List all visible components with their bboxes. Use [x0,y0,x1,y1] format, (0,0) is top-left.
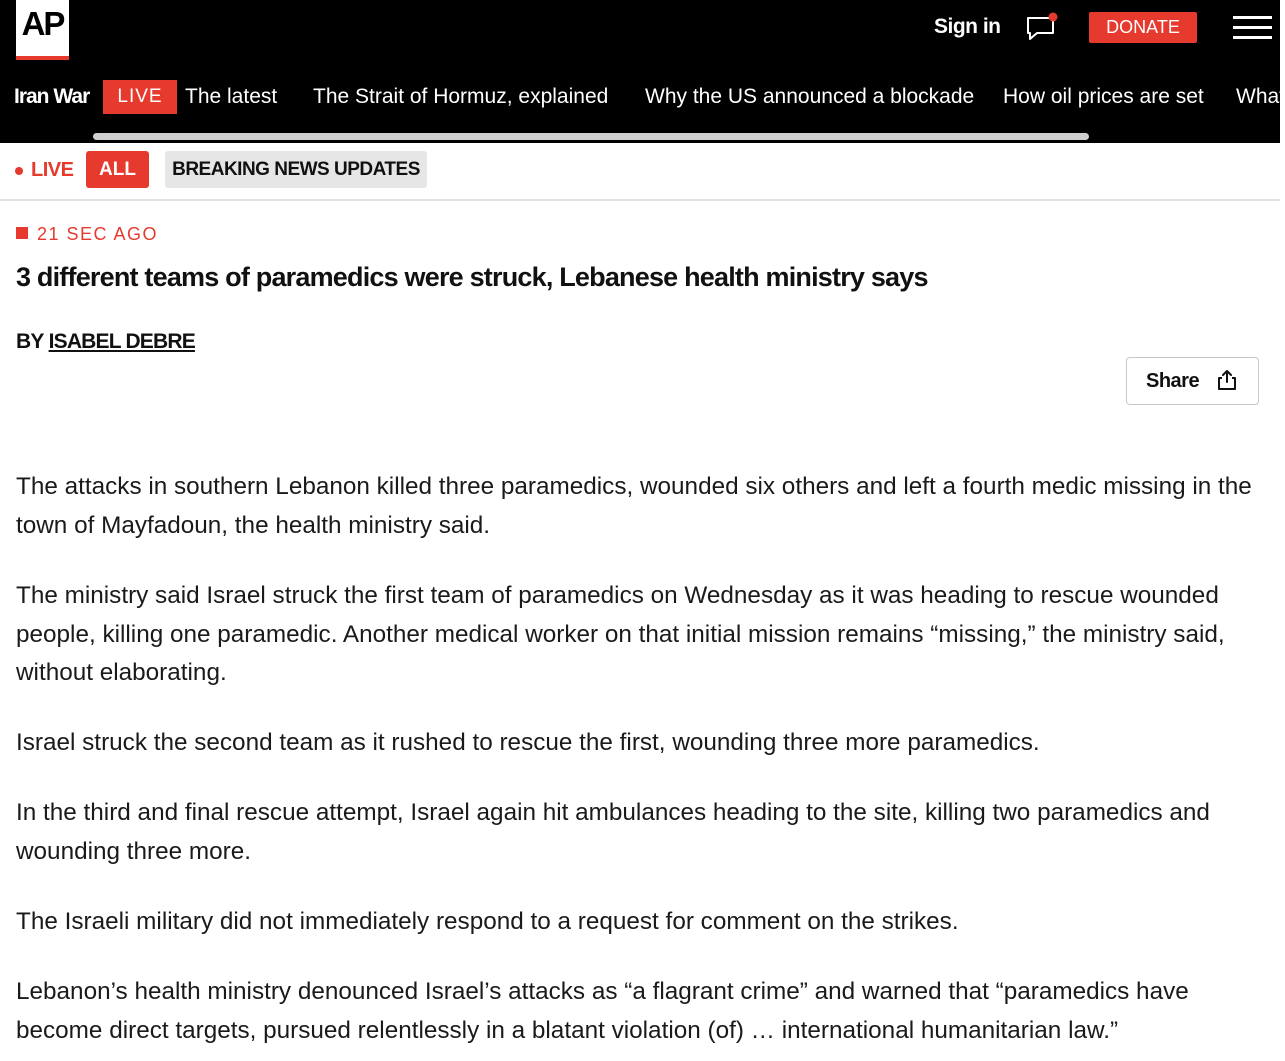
live-pill[interactable]: LIVE [103,80,177,114]
nav-link-blockade[interactable]: Why the US announced a blockade [645,85,975,108]
filter-all-button[interactable]: ALL [86,151,149,188]
byline-prefix: BY [16,330,44,353]
topic-title[interactable]: Iran War [14,85,90,108]
article-paragraph: The Israeli military did not immediately respond to a request for comment on the strikes. [16,908,959,935]
hamburger-menu-icon[interactable] [1233,16,1272,40]
share-button[interactable] [1126,357,1259,405]
live-dot-icon [15,167,23,175]
author-link[interactable]: ISABEL DEBRE [48,330,195,353]
nav-link-latest[interactable]: The latest [185,85,278,108]
donate-button[interactable]: DONATE [1089,12,1197,43]
share-icon [1217,369,1237,391]
sign-in-link[interactable]: Sign in [934,15,1001,38]
nav-link-oil-prices[interactable]: How oil prices are set [1003,85,1204,108]
nav-link-overflow[interactable]: What [1236,85,1285,108]
nav-scrollbar[interactable] [93,133,1089,140]
site-header [0,0,1285,143]
share-label: Share [1146,370,1200,392]
timestamp-marker [16,227,28,239]
article-paragraph: Lebanon’s health ministry denounced Israel’s attacks as “a flagrant crime” and warned that “paramedics have become direct targets, pursued relentlessly in a blatant violation (of) … international humanitarian law.” [16,978,1189,1044]
article-paragraph: Israel struck the second team as it rushed to rescue the first, wounding three more paramedics. [16,729,1040,756]
logo-accent-bar [16,56,69,60]
article-paragraph: In the third and final rescue attempt, Israel again hit ambulances heading to the site, killing two paramedics and wounding three more. [16,799,1210,865]
ap-logo[interactable] [16,0,69,60]
article-paragraph: The ministry said Israel struck the first team of paramedics on Wednesday as it was heading to rescue wounded people, killing one paramedic. Another medical worker on that initial mission remains “missing,” the ministry said, without elaborating. [16,582,1225,687]
live-indicator: LIVE [31,159,74,181]
article-headline: 3 different teams of paramedics were struck, Lebanese health ministry says [16,262,928,292]
post-timestamp: 21 SEC AGO [37,224,159,244]
filter-bar [0,143,1280,201]
chat-bubble-icon[interactable] [1025,12,1059,42]
byline [16,330,195,354]
nav-link-strait-of-hormuz[interactable]: The Strait of Hormuz, explained [313,85,609,108]
logo-text: AP [21,5,64,42]
filter-breaking-news-button[interactable]: BREAKING NEWS UPDATES [165,151,427,188]
topic-nav [0,80,1285,116]
article-paragraph: The attacks in southern Lebanon killed three paramedics, wounded six others and left a fourth medic missing in the town of Mayfadoun, the health ministry said. [16,473,1252,539]
